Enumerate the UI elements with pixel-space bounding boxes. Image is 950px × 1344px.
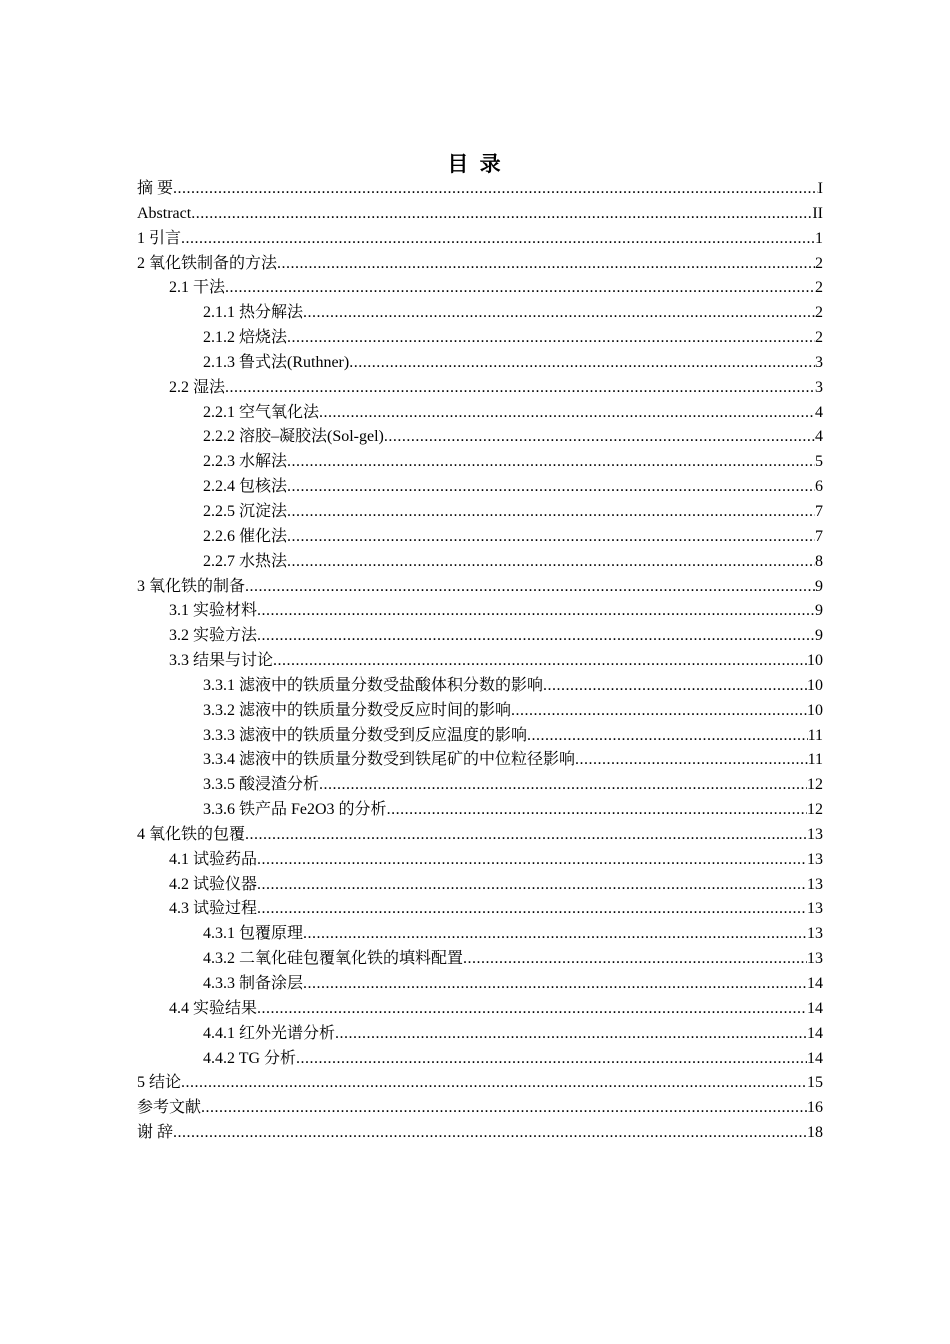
toc-entry[interactable] [137,301,823,326]
toc-entry-label: 摘 要 [137,180,174,197]
toc-entry-label: 参考文献 [137,1099,202,1117]
toc-entry[interactable] [137,376,823,401]
toc-entry-label: 4.3.2 二氧化硅包覆氧化铁的填料配置 [203,950,464,968]
toc-entry-label: 2.2.4 包核法 [203,478,288,496]
toc-entry-label: 2.2.2 溶胶–凝胶法(Sol-gel) [203,428,384,446]
toc-leader-dots [257,997,807,1022]
toc-leader-dots [181,227,815,252]
toc-entry-page-number: 9 [815,602,823,620]
toc-entry-label: 2.2 湿法 [169,378,226,396]
toc-entry-label: 4.3 试验过程 [169,900,258,918]
toc-entry-page-number: 15 [807,1074,823,1092]
toc-leader-dots [287,475,815,500]
toc-entry[interactable] [137,1121,823,1146]
toc-entry-label: 2.1 干法 [169,279,226,297]
toc-leader-dots [225,276,815,301]
toc-entry-label: 3.2 实验方法 [169,627,258,645]
toc-entry[interactable] [137,425,823,450]
toc-entry-page-number: 10 [807,676,823,694]
toc-entry-page-number: 18 [807,1124,823,1142]
toc-entry-label: 4.4.1 红外光谱分析 [203,1024,336,1042]
toc-entry-page-number: I [817,180,823,197]
toc-entry-label: 1 引言 [137,229,182,247]
toc-entry[interactable] [137,873,823,898]
toc-entry-label: 2.1.2 焙烧法 [203,329,288,347]
toc-entry[interactable] [137,947,823,972]
toc-leader-dots [287,326,815,351]
toc-entry-label: 谢 辞 [137,1124,174,1142]
toc-leader-dots [303,301,815,326]
toc-entry-page-number: 1 [815,229,823,247]
toc-entry[interactable] [137,326,823,351]
toc-entry-page-number: 5 [815,453,823,471]
toc-leader-dots [296,1047,807,1072]
toc-entry-label: 3.3.5 酸浸渣分析 [203,776,320,794]
toc-entry[interactable] [137,773,823,798]
toc-entry-page-number: 9 [815,577,823,595]
toc-leader-dots [245,823,807,848]
toc-entry-page-number: 14 [807,975,823,992]
toc-entry[interactable] [137,1096,823,1121]
toc-entry[interactable] [137,1022,823,1047]
toc-entry[interactable] [137,897,823,922]
toc-entry-label: 3.1 实验材料 [169,602,258,620]
page-title: 目 录 [447,152,503,176]
toc-entry[interactable] [137,699,823,724]
toc-leader-dots [257,897,807,922]
toc-entry-page-number: 6 [815,478,823,496]
toc-leader-dots [303,972,807,997]
toc-leader-dots [257,848,807,873]
toc-entry[interactable] [137,798,823,823]
toc-entry-page-number: 10 [807,652,823,670]
toc-entry-page-number: 16 [807,1099,823,1117]
toc-leader-dots [335,1022,807,1047]
toc-entry[interactable] [137,276,823,301]
toc-leader-dots [257,873,807,898]
toc-entry-page-number: 10 [807,701,823,719]
toc-entry-page-number: 9 [815,627,823,645]
toc-entry-label: 4.2 试验仪器 [169,875,258,893]
toc-entry-label: 3.3.6 铁产品 Fe2O3 的分析 [203,801,387,819]
toc-entry[interactable] [137,748,823,773]
toc-entry-page-number: 2 [815,329,823,347]
toc-entry-label: 2 氧化铁制备的方法 [137,254,278,272]
toc-entry-page-number: II [812,204,823,222]
toc-entry[interactable] [137,624,823,649]
toc-entry[interactable] [137,649,823,674]
toc-entry-label: 4.4.2 TG 分析 [203,1049,297,1067]
toc-entry-label: 3.3.1 滤液中的铁质量分数受盐酸体积分数的影响 [203,676,544,694]
toc-entry-page-number: 3 [815,378,823,396]
toc-entry-page-number: 2 [815,279,823,297]
toc-entry-page-number: 12 [807,801,823,819]
toc-leader-dots [575,748,808,773]
toc-leader-dots [257,624,815,649]
toc-entry-page-number: 13 [807,900,823,918]
toc-entry-page-number: 13 [807,950,823,968]
toc-entry[interactable] [137,823,823,848]
toc-leader-dots [543,674,807,699]
toc-entry-page-number: 4 [815,428,823,446]
toc-leader-dots [225,376,815,401]
toc-entry-page-number: 2 [815,304,823,322]
toc-entry-page-number: 7 [815,502,823,520]
toc-entry-label: 4.1 试验药品 [169,850,258,868]
toc-entry[interactable] [137,599,823,624]
toc-entry-label: 4.3.3 制备涂层 [203,975,304,992]
toc-entry-page-number: 13 [807,875,823,893]
toc-entry[interactable] [137,1047,823,1072]
toc-leader-dots [384,425,815,450]
toc-entry-label: 5 结论 [137,1074,182,1092]
toc-entry-label: 3.3 结果与讨论 [169,652,274,670]
toc-entry-page-number: 2 [815,254,823,272]
toc-entry-page-number: 14 [807,999,823,1017]
toc-entry-page-number: 14 [807,1024,823,1042]
toc-entry-page-number: 13 [807,925,823,943]
toc-entry[interactable] [137,202,823,227]
toc-entry-page-number: 14 [807,1049,823,1067]
toc-leader-dots [287,550,815,575]
toc-leader-dots [287,450,815,475]
toc-entry-page-number: 13 [807,850,823,868]
toc-entry[interactable] [137,1071,823,1096]
toc-entry-label: 2.2.1 空气氧化法 [203,403,320,421]
toc-entry[interactable] [137,450,823,475]
toc-entry-label: 4.3.1 包覆原理 [203,925,304,943]
toc-leader-dots [191,202,812,227]
toc-entry-page-number: 4 [815,403,823,421]
toc-entry[interactable] [137,575,823,600]
toc-entry[interactable] [137,848,823,873]
toc-entry[interactable] [137,351,823,376]
toc-entry-label: 2.2.7 水热法 [203,552,288,570]
toc-leader-dots [349,351,815,376]
toc-entry-page-number: 11 [807,726,823,744]
toc-entry-page-number: 7 [815,527,823,545]
toc-entry[interactable] [137,972,823,997]
toc-entry-page-number: 3 [815,353,823,371]
toc-entry[interactable] [137,252,823,277]
toc-entry[interactable] [137,401,823,426]
toc-leader-dots [387,798,807,823]
toc-entry[interactable] [137,475,823,500]
toc-entry-label: 3 氧化铁的制备 [137,577,246,595]
toc-entry[interactable] [137,500,823,525]
toc-leader-dots [463,947,807,972]
toc-entry[interactable] [137,525,823,550]
toc-entry-label: 2.2.6 催化法 [203,527,288,545]
toc-leader-dots [181,1071,807,1096]
toc-leader-dots [287,525,815,550]
toc-leader-dots [319,773,807,798]
toc-entry[interactable] [137,227,823,252]
toc-entry-label: 4.4 实验结果 [169,999,258,1017]
toc-entry[interactable] [137,922,823,947]
toc-leader-dots [201,1096,807,1121]
toc-entry-label: 2.1.1 热分解法 [203,304,304,322]
toc-entry-label: 4 氧化铁的包覆 [137,825,246,843]
toc-leader-dots [245,575,815,600]
table-of-contents [137,177,823,1146]
toc-entry[interactable] [137,997,823,1022]
toc-leader-dots [273,649,807,674]
toc-leader-dots [173,177,818,202]
toc-leader-dots [511,699,807,724]
toc-entry[interactable] [137,724,823,749]
toc-leader-dots [527,724,808,749]
toc-leader-dots [303,922,807,947]
toc-entry-label: 3.3.4 滤液中的铁质量分数受到铁尾矿的中位粒径影响 [203,751,576,769]
toc-leader-dots [277,252,815,277]
toc-leader-dots [287,500,815,525]
toc-leader-dots [319,401,815,426]
toc-entry-label: 2.2.3 水解法 [203,453,288,471]
toc-entry-label: 2.1.3 鲁式法(Ruthner) [203,353,350,371]
toc-leader-dots [257,599,815,624]
toc-entry-label: 3.3.3 滤液中的铁质量分数受到反应温度的影响 [203,726,528,744]
toc-entry-label: 3.3.2 滤液中的铁质量分数受反应时间的影响 [203,701,512,719]
toc-entry-page-number: 12 [807,776,823,794]
toc-leader-dots [173,1121,807,1146]
toc-entry-label: 2.2.5 沉淀法 [203,502,288,520]
toc-entry-page-number: 8 [815,552,823,570]
toc-entry[interactable] [137,550,823,575]
toc-entry-page-number: 13 [807,825,823,843]
toc-entry[interactable] [137,674,823,699]
toc-entry-label: Abstract [137,204,192,222]
toc-entry-page-number: 11 [807,751,823,769]
toc-entry[interactable] [137,177,823,202]
